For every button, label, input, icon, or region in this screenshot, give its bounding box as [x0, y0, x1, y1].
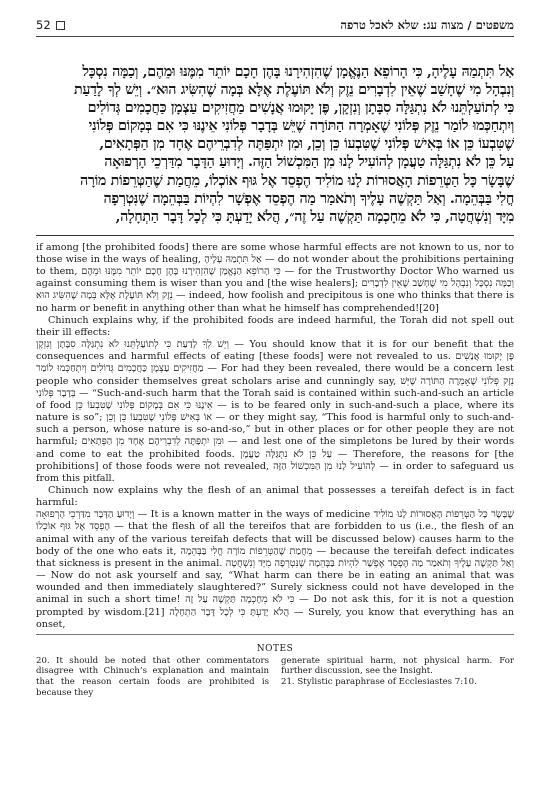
- page-number-group: [36, 18, 65, 32]
- hebrew-main-text: [36, 63, 514, 226]
- notes-column-right: [281, 656, 514, 698]
- square-ornament-icon: [56, 21, 65, 30]
- notes-heading: NOTES: [256, 643, 294, 654]
- footnote-20-continued: generate spiritual harm, not physical harm. For further discussion, see the Insight.: [281, 655, 514, 677]
- hebrew-line: אַל תִּתְמַהּ עָלֶיהָ, כִּי הָרוֹפֵא הַנֶּאֱמָן שֶׁהִזְהִירָנוּ בָּהֶן חָכָם יוֹתֵר מִמֶּנּוּ וּמֵהֶם, וְכַמָּה נִסְכָּל: [82, 64, 514, 80]
- section-divider: [36, 235, 514, 236]
- page-number: 52: [36, 18, 51, 32]
- commentary-paragraph: Chinuch now explains why the flesh of an animal that possesses a tereifah defect is in fact harmful:: [36, 484, 514, 509]
- hebrew-line: וְנִבְהָל מִי שֶׁחָשַׁב שֶׁאֵין לִדְבָרִים נֵזֶק וְלֹא תּוֹעֶלֶת אֶלָּא בְּמָה שֶׁהִשִּׂיג הוּא״. וְיֵשׁ לְךָ לָדַעַת: [74, 82, 514, 99]
- hebrew-line: מִיָּד וְנִשְׁחֲטָה, כִּי לֹא מֵחָכְמָה תַּקְשֶׁה עַל זֶה״, הֲלֹא יָדַעְתָּ כִּי לְכָל דָּבָר הַתְחָלָה,: [115, 208, 514, 225]
- commentary-paragraph: if among [the prohibited foods] there are some whose harmful effects are not known to us, nor to those wise in the ways of healing, אַל תִּתְמַהּ עָלֶיהָ — do not wonder about the prohibitions pertaining to them, כִּי הָרוֹפֵא הַנֶּאֱמָן שֶׁהִזְהִירָנוּ בָּהֶן חָכָם יוֹתֵר מִמֶּנּוּ וּמֵהֶם — for the Trustworthy Doctor Who warned us against consuming them is wiser than you and [the wise healers]; וְכַמָּה נִסְכָּל וְנִבְהָל מִי שֶׁחָשַׁב שֶׁאֵין לִדְבָרִים נֵזֶק וְלֹא תּוֹעֶלֶת אֶלָּא בְּמָה שֶׁהִשִּׂיג הוּא — indeed, how foolish and precipitous is one who thinks that there is no harm or benefit in anything other than what he himself has comprehended![20]: [36, 241, 514, 314]
- english-commentary: [36, 242, 514, 631]
- hebrew-line: שֶׁטִּבְעוֹ כֵּן אוֹ בְּאִישׁ פְּלוֹנִי שֶׁטִּבְעוֹ כֵּן וְכֵן, וּמִן יִתְפַּתֶּה לְדִבְרֵיהֶם אֶחָד מִן הַפְּתָאִים,: [99, 136, 514, 153]
- commentary-paragraph: וְיֵשׁ לְךָ לָדַעַת כִּי לְתוֹעַלְתֵּנוּ לֹא נִתְגַּלָּה סִבָּתָן וְנִזְקָן — You should know that it is for our benefit that the consequences and harmful effects of eating [these foods] were not revealed to us. פֶּן יָקוּמוּ אֲנָשִׁים מַחֲזִיקִים עַצְמָן כַּחֲכָמִים גְּדוֹלִים וְיִתְחַכְּמוּ לוֹמַר — For had they been revealed, there would be a concern lest people who consider themselves great scholars arise and cunningly say, נֵזֶק פְּלוֹנִי שֶׁאָמְרָה הַתּוֹרָה שֶׁיֵּשׁ בְּדָבָר פְּלוֹנִי — “Such-and-such harm that the Torah said is contained within such-and-such an article of food אֵינֶנּוּ כִּי אִם בְּמָקוֹם פְּלוֹנִי שֶׁטִּבְעוֹ כֵּן — is to be feared only in such-and-such a place, where its nature is so”; אוֹ בְּאִישׁ פְּלוֹנִי שֶׁטִּבְעוֹ כֵּן וְכֵן — or they might say, “This food is harmful only to such-and-such a person, whose nature is so-and-so,” but in other places or for other people they are not harmful; וּמִן יִתְפַּתֶּה לְדִבְרֵיהֶם אֶחָד מִן הַפְּתָאִים — and lest one of the simpletons be lured by their words and come to eat the prohibited foods. עַל כֵּן לֹא נִתְגַּלָּה טַעֲמָן — Therefore, the reasons for [the prohibitions] of those foods were not revealed, לְהוֹעִיל לָנוּ מִן הַמִּכְשׁוֹל הַזֶּה — in order to safeguard us from this pitfall.: [36, 339, 515, 484]
- book-page: [36, 14, 514, 698]
- commentary-paragraph: וְיָדוּעַ הַדָּבָר מִדַּרְכֵי הָרְפוּאָה — It is a known matter in the ways of medicine שֶׁבָּשָׂר כָּל הַטְּרֵפוֹת הָאֲסוּרוֹת לָנוּ מוֹלִיד הֶפְסֵד אֶל גּוּף אוֹכְלוֹ — that the flesh of all the tereifos that are forbidden to us (i.e., the flesh of an animal with any of the various tereifah defects that will be discussed below) causes harm to the body of the one who eats it, מֵחֲמַת שֶׁהַטְּרֵפוֹת מוֹרָה חֳלִי בַּבְּהֵמָה — because the tereifah defect indicates that sickness is present in the animal. וְאַל תַּקְשֶׁה עָלֶיךָ וְתֹאמַר מַה הֶפְסֵד אֶפְשָׁר לִהְיוֹת בַּבְּהֵמָה שֶׁנִּטְרְפָה מִיָּד וְנִשְׁחֲטָה — Now do not ask yourself and say, “What harm can there be in eating an animal that was wounded and then immediately slaughtered?” Surely sickness could not have developed in the animal in such a short time! כִּי לֹא מֵחָכְמָה תַּקְשֶׁה עַל זֶה — Do not ask this, for it is not a question prompted by wisdom.[21] הֲלֹא יָדַעְתָּ כִּי לְכָל דָּבָר הַתְחָלָה — Surely, you know that everything has an onset,: [36, 509, 515, 630]
- hebrew-line: שֶׁבָּשָׂר כָּל הַטְּרֵפוֹת הָאֲסוּרוֹת לָנוּ מוֹלִיד הֶפְסֵד אֶל גּוּף אוֹכְלוֹ, מֵחֲמַת שֶׁהַטְּרֵפוֹת מוֹרָה: [80, 172, 514, 189]
- commentary-paragraph: Chinuch explains why, if the prohibited foods are indeed harmful, the Torah did not spell out their ill effects:: [36, 314, 514, 338]
- hebrew-line: כִּי לְתוֹעַלְתֵּנוּ לֹא נִתְגַּלָּה סִבָּתָן וְנִזְקָן, פֶּן יָקוּמוּ אֲנָשִׁים מַחֲזִיקִים עַצְמָן כַּחֲכָמִים גְּדוֹלִים: [87, 100, 514, 117]
- notes-divider: [36, 634, 514, 635]
- running-title: משפטים / מצוה עג: שלא לאכל טרפה: [340, 18, 514, 32]
- footnote-21: 21. Stylistic paraphrase of Ecclesiastes 7:10.: [281, 677, 477, 688]
- notes-column-left: [36, 656, 269, 698]
- hebrew-line: חֳלִי בַּבְּהֵמָה. וְאַל תַּקְשֶׁה עָלֶיךָ וְתֹאמַר מַה הֶפְסֵד אֶפְשָׁר לִהְיוֹת בַּבְּהֵמָה שֶׁנִּטְרְפָה: [103, 190, 514, 207]
- footnote-20: 20. It should be noted that other commentators disagree with Chinuch’s explanation and maintain that the reason certain foods are prohibited is because they: [36, 655, 269, 698]
- hebrew-line: וְיִתְחַכְּמוּ לוֹמַר נֵזֶק פְּלוֹנִי שֶׁאָמְרָה הַתּוֹרָה שֶׁיֵּשׁ בְּדָבָר פְּלוֹנִי אֵינֶנּוּ כִּי אִם בְּמָקוֹם פְּלוֹנִי: [88, 118, 514, 135]
- hebrew-line: עַל כֵּן לֹא נִתְגַּלָּה טַעֲמָן לְהוֹעִיל לָנוּ מִן הַמִּכְשׁוֹל הַזֶּה. וְיָדוּעַ הַדָּבָר מִדַּרְכֵי הָרְפוּאָה: [104, 154, 514, 171]
- page-header: [36, 14, 514, 37]
- notes-section: [36, 656, 514, 698]
